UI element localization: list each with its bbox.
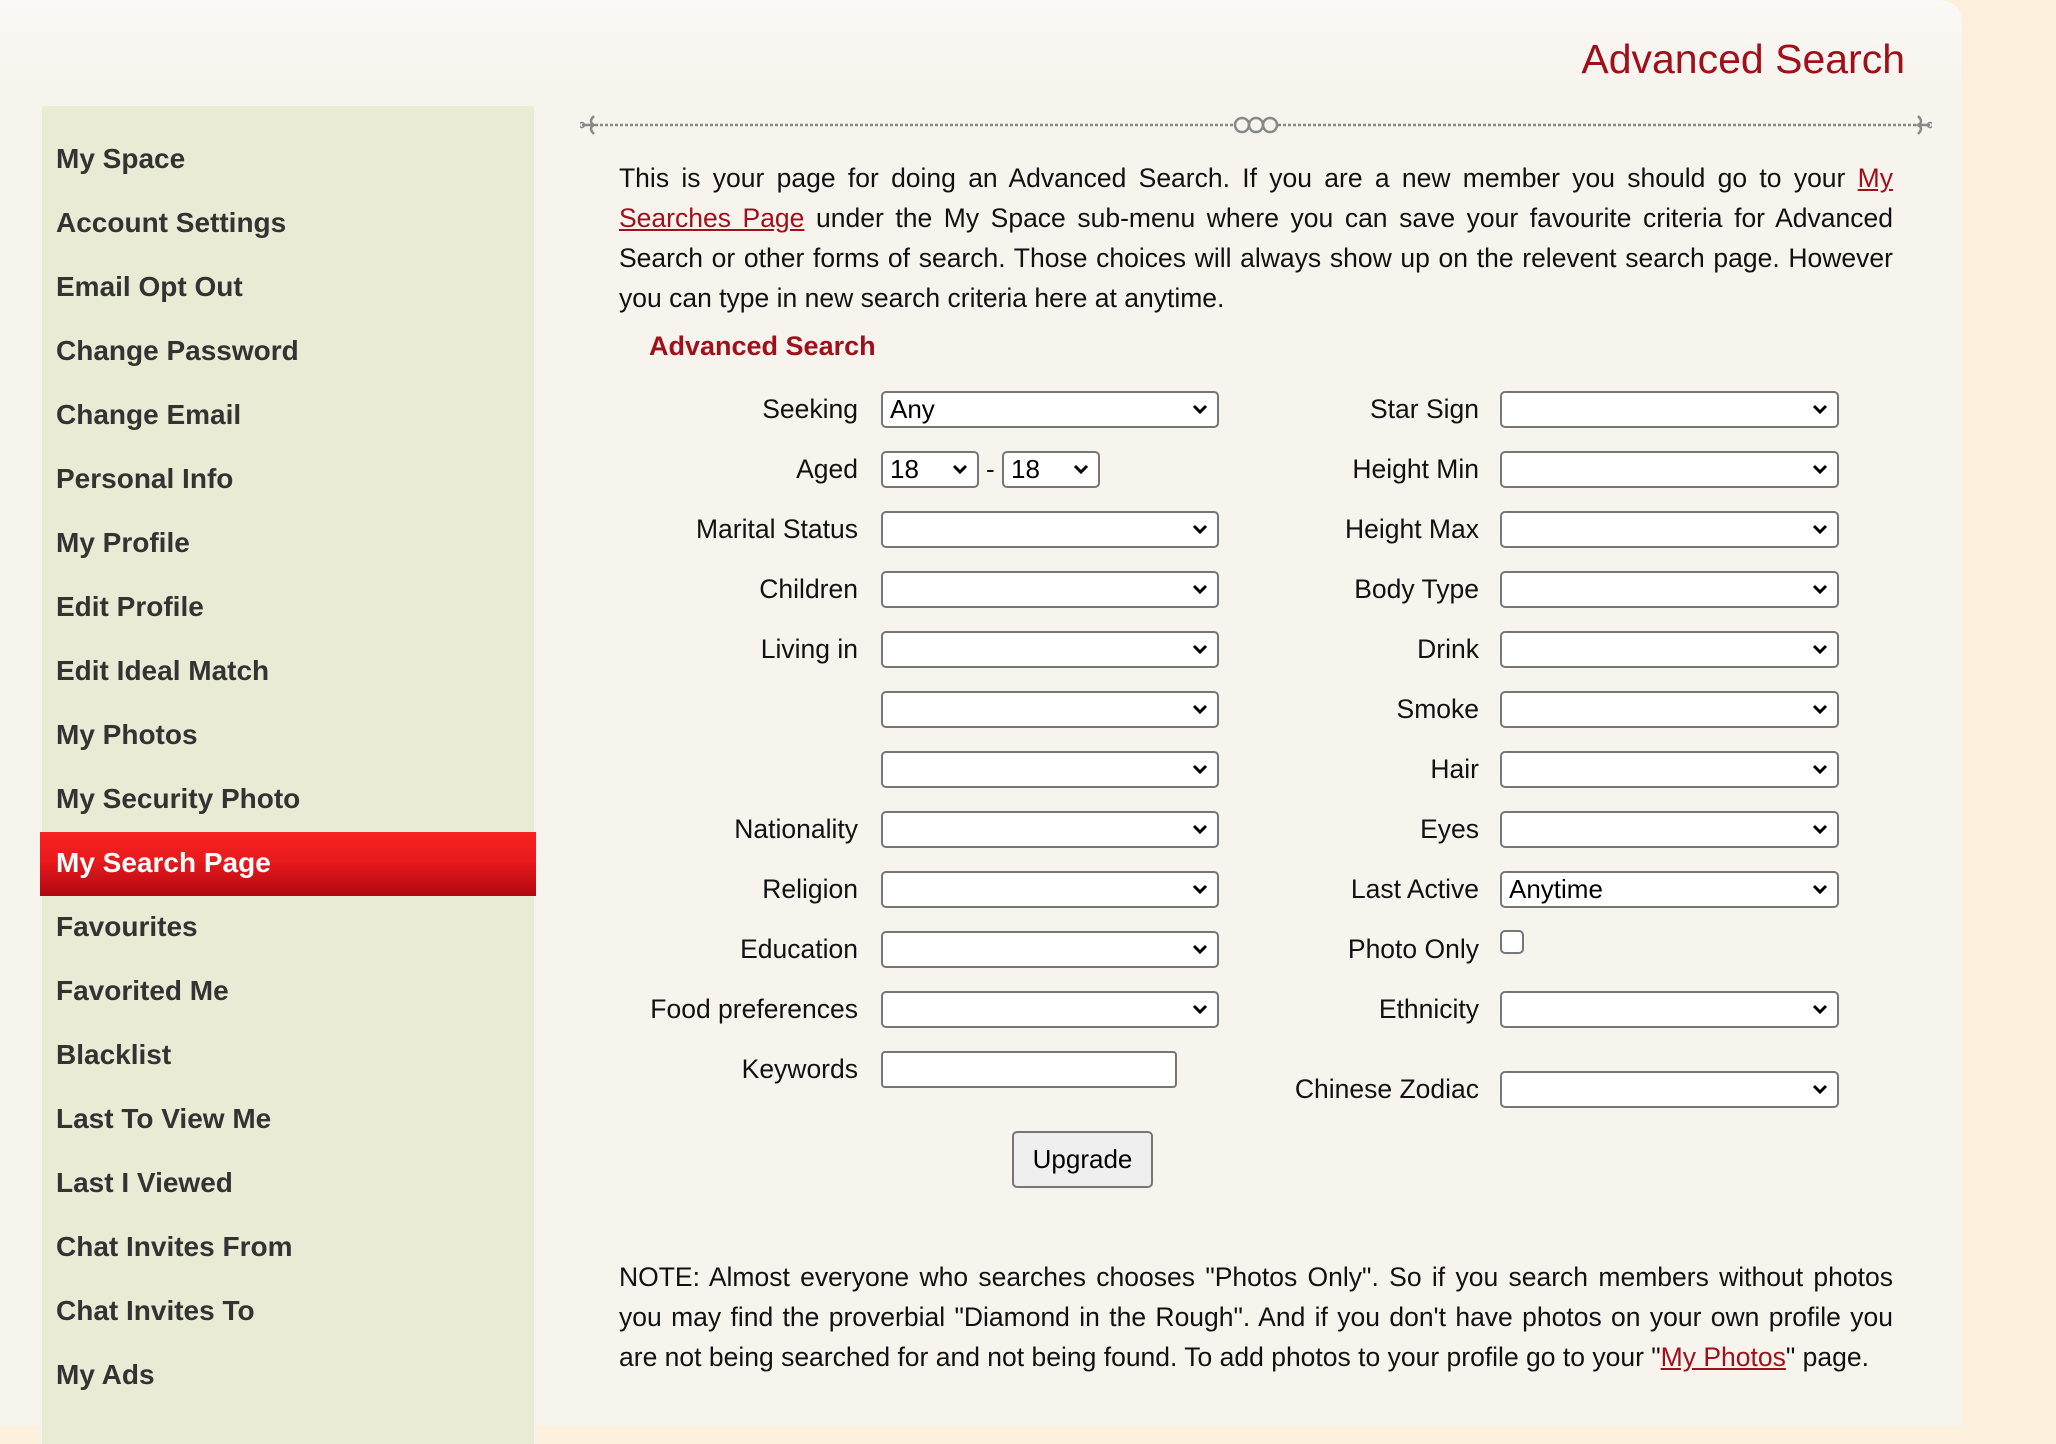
star-sign-select[interactable] — [1500, 391, 1839, 428]
marital-status-select[interactable] — [881, 511, 1219, 548]
sidebar-item-my-photos[interactable]: My Photos — [56, 719, 198, 750]
eyes-select[interactable] — [1500, 811, 1839, 848]
living-in-country-select[interactable] — [881, 631, 1219, 668]
my-photos-link[interactable]: My Photos — [1660, 1342, 1786, 1372]
sidebar-item-personal-info[interactable]: Personal Info — [56, 463, 234, 494]
chinese-zodiac-select[interactable] — [1500, 1071, 1839, 1108]
my-searches-page-link[interactable]: My Searches Page — [619, 163, 1893, 233]
keywords-label: Keywords — [741, 1054, 858, 1084]
marital-status-label: Marital Status — [695, 514, 858, 544]
sidebar — [40, 104, 536, 1444]
height-min-select[interactable] — [1500, 451, 1839, 488]
religion-label: Religion — [762, 874, 858, 904]
chevron-down-icon — [1192, 1002, 1208, 1016]
sidebar-list — [40, 128, 536, 1408]
chinese-zodiac-label: Chinese Zodiac — [1294, 1074, 1479, 1104]
hair-label: Hair — [1430, 754, 1479, 784]
nationality-select[interactable] — [881, 811, 1219, 848]
chevron-down-icon — [1192, 642, 1208, 656]
chevron-down-icon — [1812, 822, 1828, 836]
age-max-select[interactable] — [1002, 451, 1100, 488]
intro-paragraph — [619, 158, 1893, 318]
hair-select[interactable] — [1500, 751, 1839, 788]
chevron-down-icon — [1812, 462, 1828, 476]
nationality-label: Nationality — [734, 814, 858, 844]
page-title: Advanced Search — [1581, 36, 1905, 82]
sidebar-item-my-space[interactable]: My Space — [56, 143, 186, 174]
chevron-down-icon — [1812, 702, 1828, 716]
photo-only-checkbox[interactable] — [1500, 930, 1524, 954]
photo-only-label: Photo Only — [1347, 934, 1479, 964]
chevron-down-icon — [1073, 462, 1089, 476]
education-label: Education — [740, 934, 858, 964]
children-label: Children — [759, 574, 858, 604]
sidebar-item-blacklist[interactable]: Blacklist — [56, 1039, 172, 1070]
sidebar-item-my-search-page[interactable]: My Search Page — [40, 832, 536, 896]
form-title: Advanced Search — [649, 331, 876, 361]
sidebar-item-chat-invites-to[interactable]: Chat Invites To — [56, 1295, 255, 1326]
star-sign-label: Star Sign — [1369, 394, 1479, 424]
sidebar-item-change-password[interactable]: Change Password — [56, 335, 299, 366]
children-select[interactable] — [881, 571, 1219, 608]
chevron-down-icon — [1812, 402, 1828, 416]
sidebar-item-edit-ideal-match[interactable]: Edit Ideal Match — [56, 655, 270, 686]
sidebar-item-favorited-me[interactable]: Favorited Me — [56, 975, 229, 1006]
last-active-value: Anytime — [1509, 874, 1603, 904]
chevron-down-icon — [1812, 762, 1828, 776]
living-in-region-select[interactable] — [881, 691, 1219, 728]
chevron-down-icon — [1192, 882, 1208, 896]
chevron-down-icon — [1812, 522, 1828, 536]
body-type-select[interactable] — [1500, 571, 1839, 608]
smoke-select[interactable] — [1500, 691, 1839, 728]
note-paragraph — [619, 1257, 1893, 1377]
religion-select[interactable] — [881, 871, 1219, 908]
seeking-value: Any — [890, 394, 935, 424]
last-active-label: Last Active — [1350, 874, 1479, 904]
sidebar-item-favourites[interactable]: Favourites — [56, 911, 198, 942]
seeking-select[interactable] — [881, 391, 1219, 428]
smoke-label: Smoke — [1396, 694, 1479, 724]
living-in-label: Living in — [760, 634, 858, 664]
education-select[interactable] — [881, 931, 1219, 968]
chevron-down-icon — [1812, 582, 1828, 596]
seeking-label: Seeking — [762, 394, 858, 424]
age-min-value: 18 — [890, 454, 919, 484]
age-min-select[interactable] — [881, 451, 979, 488]
body-type-label: Body Type — [1354, 574, 1479, 604]
chevron-down-icon — [1192, 522, 1208, 536]
last-active-select[interactable] — [1500, 871, 1839, 908]
height-max-label: Height Max — [1344, 514, 1479, 544]
aged-label: Aged — [796, 454, 858, 484]
food-preferences-label: Food preferences — [650, 994, 858, 1024]
chevron-down-icon — [1192, 762, 1208, 776]
chevron-down-icon — [1192, 822, 1208, 836]
note-text-2: " page. — [1785, 1342, 1869, 1372]
chevron-down-icon — [1192, 402, 1208, 416]
sidebar-item-last-to-view-me[interactable]: Last To View Me — [56, 1103, 272, 1134]
chevron-down-icon — [1812, 882, 1828, 896]
sidebar-item-last-i-viewed[interactable]: Last I Viewed — [56, 1167, 233, 1198]
ornamental-divider — [580, 112, 1932, 138]
sidebar-item-my-security-photo[interactable]: My Security Photo — [56, 783, 301, 814]
chevron-down-icon — [1812, 1082, 1828, 1096]
height-max-select[interactable] — [1500, 511, 1839, 548]
sidebar-item-email-opt-out[interactable]: Email Opt Out — [56, 271, 243, 302]
living-in-city-select[interactable] — [881, 751, 1219, 788]
height-min-label: Height Min — [1352, 454, 1479, 484]
chevron-down-icon — [1192, 582, 1208, 596]
drink-label: Drink — [1417, 634, 1479, 664]
age-separator: - — [986, 454, 995, 484]
ethnicity-label: Ethnicity — [1378, 994, 1479, 1024]
sidebar-item-my-profile[interactable]: My Profile — [56, 527, 190, 558]
chevron-down-icon — [952, 462, 968, 476]
chevron-down-icon — [1812, 642, 1828, 656]
age-max-value: 18 — [1011, 454, 1040, 484]
sidebar-item-change-email[interactable]: Change Email — [56, 399, 242, 430]
sidebar-item-my-ads[interactable]: My Ads — [56, 1359, 155, 1390]
upgrade-button[interactable]: Upgrade — [1012, 1131, 1153, 1188]
drink-select[interactable] — [1500, 631, 1839, 668]
chevron-down-icon — [1192, 942, 1208, 956]
intro-text-1: This is your page for doing an Advanced Search. If you are a new member you should go to your — [619, 163, 1858, 193]
ethnicity-select[interactable] — [1500, 991, 1839, 1028]
chevron-down-icon — [1812, 1002, 1828, 1016]
eyes-label: Eyes — [1420, 814, 1479, 844]
food-preferences-select[interactable] — [881, 991, 1219, 1028]
keywords-input[interactable] — [881, 1051, 1177, 1088]
note-text-1: NOTE: Almost everyone who searches chooses "Photos Only". So if you search members without photos you may find the proverbial "Diamond in the Rough". And if you don't have photos on your own profile you are not being searched for and not being found. To add photos to your profile go to your " — [619, 1262, 1893, 1372]
sidebar-item-edit-profile[interactable]: Edit Profile — [56, 591, 204, 622]
intro-text-2: under the My Space sub-menu where you can save your favourite criteria for Advanced Search or other forms of search. Those choices will always show up on the relevent search page. However you can type in new search criteria here at anytime. — [619, 203, 1893, 313]
chevron-down-icon — [1192, 702, 1208, 716]
sidebar-item-chat-invites-from[interactable]: Chat Invites From — [56, 1231, 293, 1262]
sidebar-item-account-settings[interactable]: Account Settings — [56, 207, 287, 238]
